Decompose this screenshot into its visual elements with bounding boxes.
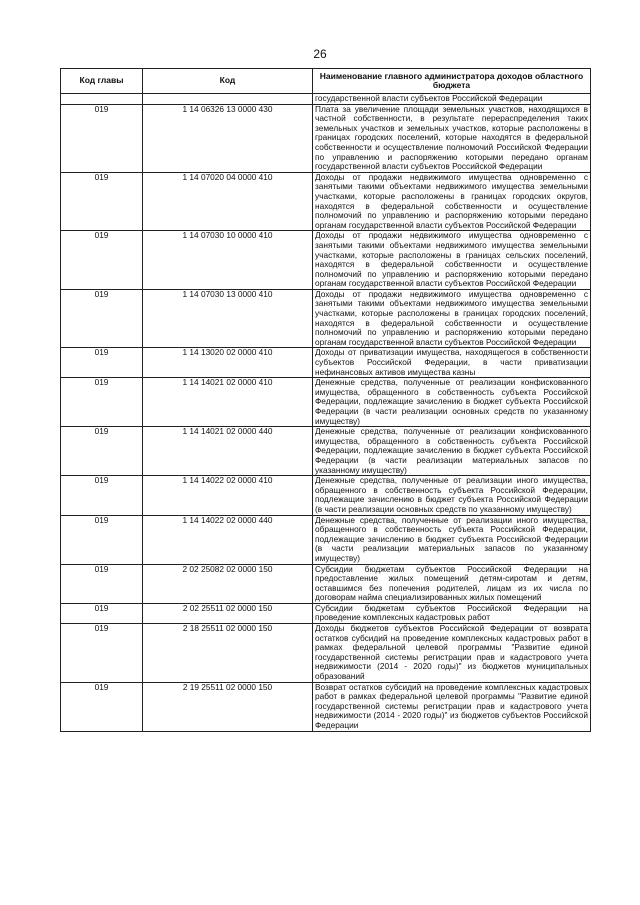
code-cell: 1 14 14022 02 0000 440 xyxy=(143,515,313,564)
table-row xyxy=(61,289,591,348)
table-row xyxy=(61,378,591,427)
name-cell: Денежные средства, полученные от реализации иного имущества, обращенного в собственность субъекта Российской Федерации, подлежащие зачислению в бюджет субъекта Российской Федерации (в части реализации основных средств по указанному имуществу) xyxy=(313,476,591,515)
chapter-code-cell: 019 xyxy=(61,104,143,172)
code-cell: 1 14 06326 13 0000 430 xyxy=(143,104,313,172)
chapter-code-cell: 019 xyxy=(61,624,143,683)
continuation-name-cell: государственной власти субъектов Российской Федерации xyxy=(313,94,591,105)
table-row xyxy=(61,603,591,623)
revenue-administrators-table xyxy=(60,68,591,732)
code-cell: 1 14 07030 13 0000 410 xyxy=(143,289,313,348)
code-cell: 1 14 07030 10 0000 410 xyxy=(143,231,313,290)
name-cell: Возврат остатков субсидий на проведение комплексных кадастровых работ в рамках федеральной целевой программы "Развитие единой государственной системы регистрации прав и кадастрового учета недвижимости (2014 - 2020 годы)" из бюджетов субъектов Российской Федерации xyxy=(313,682,591,731)
chapter-code-cell: 019 xyxy=(61,289,143,348)
table-header-row xyxy=(61,69,591,94)
chapter-code-cell: 019 xyxy=(61,348,143,378)
code-cell: 2 19 25511 02 0000 150 xyxy=(143,682,313,731)
page-number: 26 xyxy=(313,47,327,61)
table-row xyxy=(61,515,591,564)
name-cell: Доходы от продажи недвижимого имущества одновременно с занятыми такими объектами недвижимого имущества земельными участками, которые расположены в границах городских поселений, находятся в федеральной собственности и осуществление полномочий по управлению и распоряжению которыми передано органам государственной власти субъектов Российской Федерации xyxy=(313,289,591,348)
continuation-chapter-cell xyxy=(61,94,143,105)
chapter-code-cell: 019 xyxy=(61,172,143,231)
name-cell: Денежные средства, полученные от реализации конфискованного имущества, обращенного в собственность субъекта Российской Федерации, подлежащие зачислению в бюджет субъекта Российской Федерации (в части реализации материальных запасов по указанному имуществу) xyxy=(313,427,591,476)
header-name: Наименование главного администратора доходов областного бюджета xyxy=(313,69,591,94)
continuation-code-cell xyxy=(143,94,313,105)
continuation-row xyxy=(61,94,591,105)
code-cell: 1 14 14021 02 0000 410 xyxy=(143,378,313,427)
code-cell: 2 02 25082 02 0000 150 xyxy=(143,564,313,603)
table-row xyxy=(61,624,591,683)
chapter-code-cell: 019 xyxy=(61,476,143,515)
code-cell: 1 14 14021 02 0000 440 xyxy=(143,427,313,476)
name-cell: Денежные средства, полученные от реализации конфискованного имущества, обращенного в собственность субъекта Российской Федерации, подлежащие зачислению в бюджет субъекта Российской Федерации (в части реализации основных средств по указанному имуществу) xyxy=(313,378,591,427)
name-cell: Доходы от продажи недвижимого имущества одновременно с занятыми такими объектами недвижимого имущества земельными участками, которые расположены в границах городских округов, находятся в федеральной собственности и осуществление полномочий по управлению и распоряжению которыми передано органам государственной власти субъектов Российской Федерации xyxy=(313,172,591,231)
code-cell: 1 14 13020 02 0000 410 xyxy=(143,348,313,378)
name-cell: Доходы от продажи недвижимого имущества одновременно с занятыми такими объектами недвижимого имущества земельными участками, которые расположены в границах сельских поселений, находятся в федеральной собственности и осуществление полномочий по управлению и распоряжению которыми передано органам государственной власти субъектов Российской Федерации xyxy=(313,231,591,290)
name-cell: Субсидии бюджетам субъектов Российской Федерации на проведение комплексных кадастровых работ xyxy=(313,603,591,623)
code-cell: 1 14 07020 04 0000 410 xyxy=(143,172,313,231)
name-cell: Доходы от приватизации имущества, находящегося в собственности субъектов Российской Федерации, в части приватизации нефинансовых активов имущества казны xyxy=(313,348,591,378)
chapter-code-cell: 019 xyxy=(61,427,143,476)
chapter-code-cell: 019 xyxy=(61,515,143,564)
chapter-code-cell: 019 xyxy=(61,682,143,731)
chapter-code-cell: 019 xyxy=(61,231,143,290)
chapter-code-cell: 019 xyxy=(61,378,143,427)
header-code: Код xyxy=(143,69,313,94)
code-cell: 2 02 25511 02 0000 150 xyxy=(143,603,313,623)
name-cell: Доходы бюджетов субъектов Российской Федерации от возврата остатков субсидий на проведение комплексных кадастровых работ в рамках федеральной целевой программы "Развитие единой государственной системы регистрации прав и кадастрового учета недвижимости (2014 - 2020 годы)" из бюджетов муниципальных образований xyxy=(313,624,591,683)
name-cell: Плата за увеличение площади земельных участков, находящихся в частной собственности, в результате перераспределения таких земельных участков и земельных участков, которые расположены в границах городских поселений, которые находятся в федеральной собственности и осуществление полномочий Российской Федерации по управлению и распоряжению которыми передано органам государственной власти субъектов Российской Федерации xyxy=(313,104,591,172)
name-cell: Денежные средства, полученные от реализации иного имущества, обращенного в собственность субъекта Российской Федерации, подлежащие зачислению в бюджет субъекта Российской Федерации (в части реализации материальных запасов по указанному имуществу) xyxy=(313,515,591,564)
header-chapter-code: Код главы xyxy=(61,69,143,94)
table-row xyxy=(61,476,591,515)
table-row xyxy=(61,682,591,731)
table-row xyxy=(61,172,591,231)
table-row xyxy=(61,348,591,378)
table-row xyxy=(61,231,591,290)
table-row xyxy=(61,427,591,476)
chapter-code-cell: 019 xyxy=(61,603,143,623)
code-cell: 2 18 25511 02 0000 150 xyxy=(143,624,313,683)
name-cell: Субсидии бюджетам субъектов Российской Федерации на предоставление жилых помещений детям-сиротам и детям, оставшимся без попечения родителей, лицам из их числа по договорам найма специализированных жилых помещений xyxy=(313,564,591,603)
table-row xyxy=(61,564,591,603)
chapter-code-cell: 019 xyxy=(61,564,143,603)
code-cell: 1 14 14022 02 0000 410 xyxy=(143,476,313,515)
table-row xyxy=(61,104,591,172)
